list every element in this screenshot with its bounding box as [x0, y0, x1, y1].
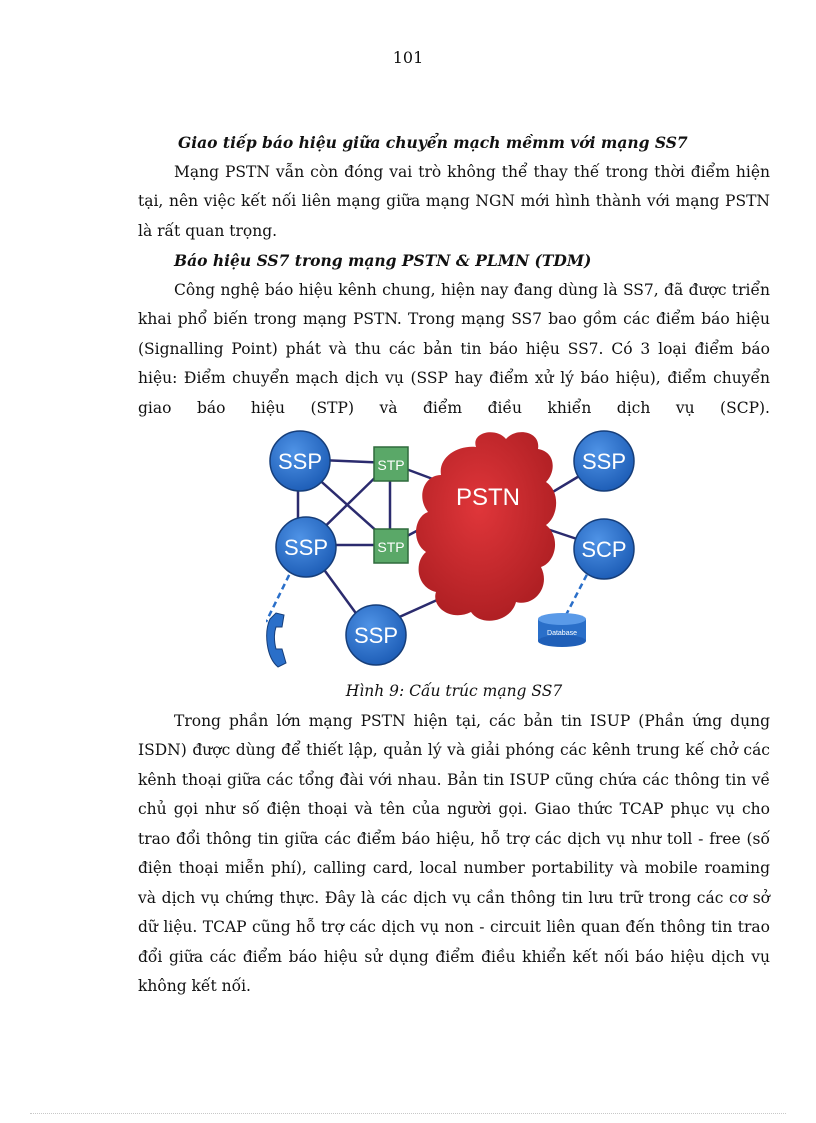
ssp-node-bottom: [346, 605, 406, 665]
paragraph: Công nghệ báo hiệu kênh chung, hiện nay đang dùng là SS7, đã được triển khai phổ biến trong mạng PSTN. Trong mạng SS7 bao gồm các điểm báo hiệu (Signalling Point) phát và thu các bản tin báo hiệu SS7. Có 3 loại điểm báo hiệu: Điểm chuyển mạch dịch vụ (SSP hay điểm xử lý báo hiệu), điểm chuyển giao báo hiệu (STP) và điểm điều khiển dịch vụ (SCP).: [138, 280, 770, 417]
svg-text:SSP: SSP: [581, 449, 627, 474]
figure-caption: Hình 9: Cấu trúc mạng SS7: [345, 682, 563, 700]
svg-text:STP: STP: [377, 457, 405, 473]
svg-text:SCP: SCP: [581, 537, 627, 562]
page-number: 101: [392, 48, 424, 67]
stp-node-top: [374, 447, 408, 481]
telephone-icon: [267, 613, 286, 667]
database-icon: [538, 613, 586, 647]
paragraph: Mạng PSTN vẫn còn đóng vai trò không thể thay thế trong thời điểm hiện tại, nên việc kết nối liên mạng giữa mạng NGN mới hình thành với mạng PSTN là rất quan trọng.: [138, 162, 770, 240]
page-bottom-rule: [30, 1113, 786, 1114]
pstn-cloud: [416, 432, 556, 621]
paragraph: Trong phần lớn mạng PSTN hiện tại, các bản tin ISUP (Phần ứng dụng ISDN) được dùng để thiết lập, quản lý và giải phóng các kênh trung kế chở các kênh thoại giữa các tổng đài với nhau. Bản tin ISUP cũng chứa các thông tin về chủ gọi như số điện thoại và tên của người gọi. Giao thức TCAP phục vụ cho trao đổi thông tin giữa các điểm báo hiệu, hỗ trợ các dịch vụ như toll - free (số điện thoại miễn phí), calling card, local number portability và mobile roaming và dịch vụ chứng thực. Đây là các dịch vụ cần thông tin lưu trữ trong các cơ sở dữ liệu. TCAP cũng hỗ trợ các dịch vụ non - circuit liên quan đến thông tin trao đổi giữa các điểm báo hiệu sử dụng điểm điều khiển kết nối báo hiệu dịch vụ không kết nối.: [138, 711, 770, 995]
ssp-node-mid-left: [276, 517, 336, 577]
svg-text:SSP: SSP: [277, 449, 323, 474]
scp-node: [574, 519, 634, 579]
ss7-network-diagram: [266, 427, 636, 677]
ssp-node-top-left: [270, 431, 330, 491]
svg-text:STP: STP: [377, 539, 405, 555]
svg-text:Database: Database: [547, 630, 577, 637]
cloud-label: PSTN: [455, 484, 521, 511]
svg-text:SSP: SSP: [353, 623, 399, 648]
page-body: [138, 128, 770, 1002]
section-heading: Giao tiếp báo hiệu giữa chuyển mạch mềmm với mạng SS7: [178, 133, 688, 152]
subsection-heading: Báo hiệu SS7 trong mạng PSTN & PLMN (TDM): [174, 251, 592, 270]
stp-node-bottom: [374, 529, 408, 563]
ssp-node-right: [574, 431, 634, 491]
svg-text:SSP: SSP: [283, 535, 329, 560]
